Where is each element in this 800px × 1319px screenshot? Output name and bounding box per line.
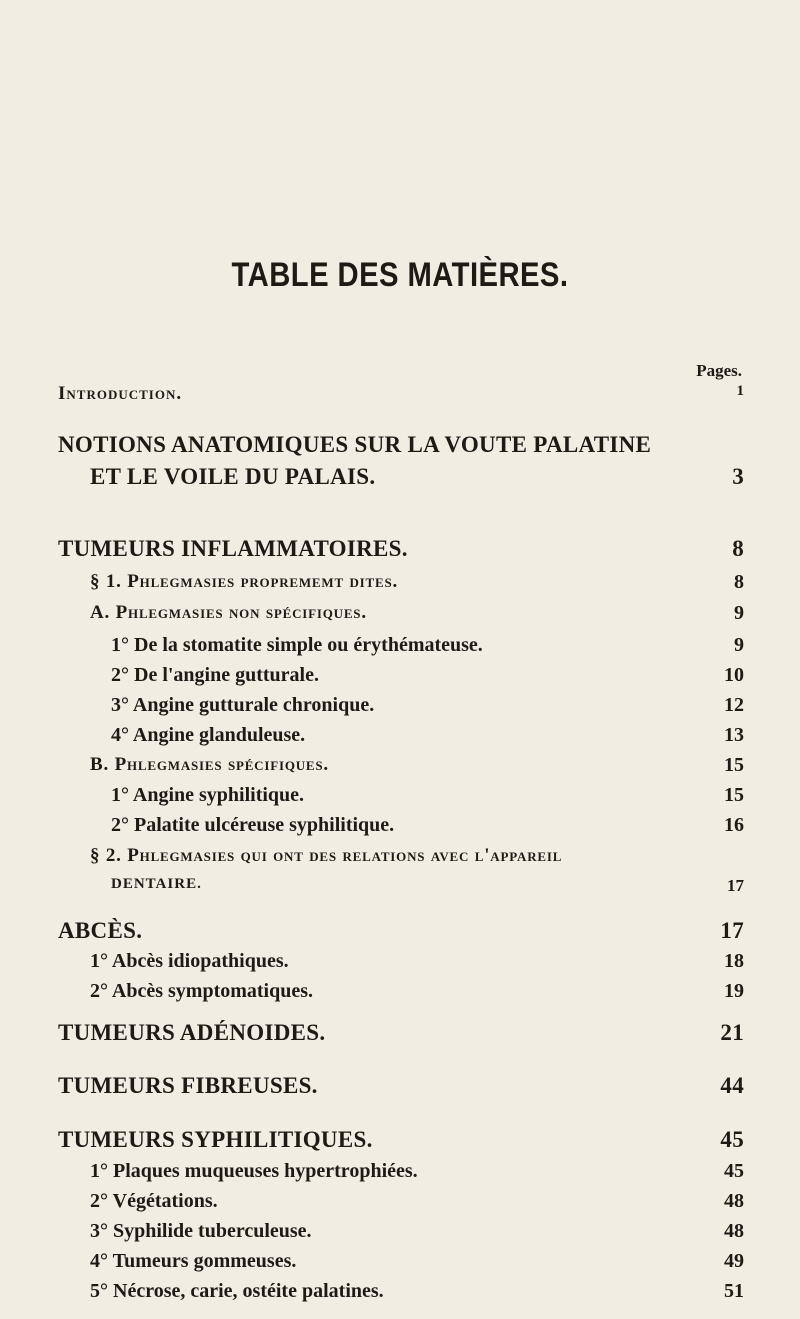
toc-entry bbox=[0, 664, 800, 694]
toc-entry-label: TUMEURS FIBREUSES. bbox=[58, 1073, 318, 1098]
toc-entry-page: 17 bbox=[727, 876, 744, 895]
toc-entry-page: 17 bbox=[720, 918, 744, 943]
toc-entry-page: 44 bbox=[720, 1073, 744, 1098]
toc-entry-page: 1 bbox=[736, 383, 744, 399]
toc-entry bbox=[0, 602, 800, 632]
toc-entry-label: 4° Angine glanduleuse. bbox=[111, 724, 306, 746]
toc-entry bbox=[0, 464, 800, 494]
toc-entry-page: 12 bbox=[724, 694, 744, 716]
toc-entry-label: ABCÈS. bbox=[58, 918, 143, 943]
toc-entry-label: § 2. Phlegmasies qui ont des relations avec l'appareil bbox=[90, 845, 563, 866]
toc-entry-label: TUMEURS SYPHILITIQUES. bbox=[58, 1127, 373, 1152]
toc-entry-label: DENTAIRE. bbox=[111, 876, 202, 892]
toc-entry bbox=[0, 1280, 800, 1310]
page-title: TABLE DES MATIÈRES. bbox=[231, 256, 569, 294]
toc-entry bbox=[0, 383, 800, 413]
toc-entry-page: 13 bbox=[724, 724, 744, 746]
toc-entry-page: 51 bbox=[724, 1280, 744, 1302]
toc-entry-page: 21 bbox=[720, 1020, 744, 1045]
toc-entry-page: 19 bbox=[724, 980, 744, 1002]
toc-entry-label: 2° Végétations. bbox=[90, 1190, 218, 1212]
toc-entry-label: 1° Angine syphilitique. bbox=[111, 784, 305, 806]
toc-entry-label: 1° Plaques muqueuses hypertrophiées. bbox=[90, 1160, 418, 1182]
toc-entry bbox=[0, 1073, 800, 1103]
toc-entry-page: 49 bbox=[724, 1250, 744, 1272]
toc-entry-label: 1° Abcès idiopathiques. bbox=[90, 950, 289, 972]
toc-entry-label: TUMEURS ADÉNOIDES. bbox=[58, 1020, 326, 1045]
toc-entry-label: A. Phlegmasies non spécifiques. bbox=[90, 602, 367, 623]
toc-entry-page: 3 bbox=[732, 464, 744, 489]
toc-entry-label: 1° De la stomatite simple ou érythémateuse. bbox=[111, 634, 483, 656]
toc-entry bbox=[0, 432, 800, 462]
toc-entry bbox=[0, 1020, 800, 1050]
toc-entry-label: TUMEURS INFLAMMATOIRES. bbox=[58, 536, 408, 561]
toc-entry bbox=[0, 754, 800, 784]
toc-entry bbox=[0, 1190, 800, 1220]
toc-entry bbox=[0, 1250, 800, 1280]
toc-entry-page: 45 bbox=[724, 1160, 744, 1182]
toc-entry bbox=[0, 980, 800, 1010]
toc-entry-page: 8 bbox=[732, 536, 744, 561]
toc-entry bbox=[0, 1220, 800, 1250]
toc-entry-page: 15 bbox=[724, 784, 744, 806]
toc-entry bbox=[0, 814, 800, 844]
toc-entry-page: 9 bbox=[734, 602, 744, 624]
toc-entry-label: 2° Abcès symptomatiques. bbox=[90, 980, 314, 1002]
toc-entry-label: Introduction. bbox=[58, 383, 183, 404]
toc-entry bbox=[0, 950, 800, 980]
toc-entry bbox=[0, 1160, 800, 1190]
toc-entry-page: 16 bbox=[724, 814, 744, 836]
toc-entry-label: 4° Tumeurs gommeuses. bbox=[90, 1250, 297, 1272]
toc-entry-label: 2° De l'angine gutturale. bbox=[111, 664, 319, 686]
toc-entry-label: ET LE VOILE DU PALAIS. bbox=[90, 464, 376, 489]
toc-entry-page: 48 bbox=[724, 1220, 744, 1242]
toc-entry bbox=[0, 784, 800, 814]
toc-entry-label: § 1. Phlegmasies proprememt dites. bbox=[90, 571, 399, 592]
toc-entry-label: NOTIONS ANATOMIQUES SUR LA VOUTE PALATINE bbox=[58, 432, 652, 457]
toc-entry-label: 5° Nécrose, carie, ostéite palatines. bbox=[90, 1280, 384, 1302]
toc-entry-page: 15 bbox=[724, 754, 744, 776]
pages-column-header: Pages. bbox=[696, 361, 742, 380]
toc-entry bbox=[0, 571, 800, 601]
toc-entry-page: 48 bbox=[724, 1190, 744, 1212]
toc-entry-label: 3° Angine gutturale chronique. bbox=[111, 694, 375, 716]
toc-entry bbox=[0, 724, 800, 754]
toc-entry bbox=[0, 634, 800, 664]
toc-entry-label: 2° Palatite ulcéreuse syphilitique. bbox=[111, 814, 395, 836]
toc-entry bbox=[0, 876, 800, 906]
toc-entry-label: 3° Syphilide tuberculeuse. bbox=[90, 1220, 312, 1242]
toc-entry-label: B. Phlegmasies spécifiques. bbox=[90, 754, 329, 775]
toc-entry bbox=[0, 845, 800, 875]
toc-entry bbox=[0, 1127, 800, 1157]
toc-entry-page: 18 bbox=[724, 950, 744, 972]
toc-entry bbox=[0, 918, 800, 948]
toc-entry-page: 8 bbox=[734, 571, 744, 593]
toc-entry bbox=[0, 694, 800, 724]
toc-entry bbox=[0, 536, 800, 566]
toc-entry-page: 9 bbox=[734, 634, 744, 656]
toc-entry-page: 45 bbox=[720, 1127, 744, 1152]
toc-entry-page: 10 bbox=[724, 664, 744, 686]
